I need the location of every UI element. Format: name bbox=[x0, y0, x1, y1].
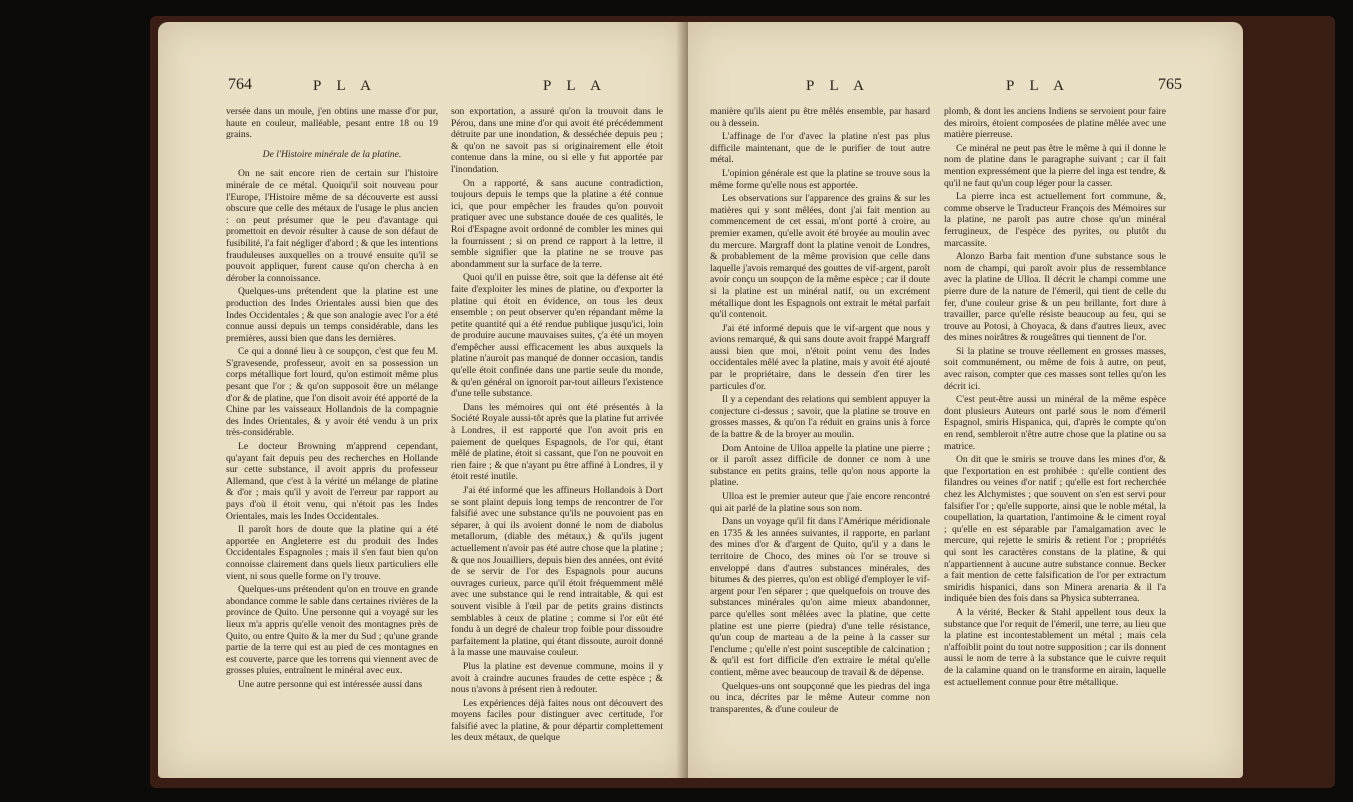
paragraph: Le docteur Browning m'apprend cependant, qu'ayant fait depuis peu des recherches en Hollande sur cette substance, il avoit appris du professeur Allemand, que c'est à la vérité un mélange de platine & d'or ; mais qu'il y avoit de l'erreur par rapport au pays d'où il étoit venu, qui n'étoit pas les Indes Orientales, mais les Indes Occidentales. bbox=[226, 441, 438, 522]
paragraph: Quelques-uns prétendent qu'on en trouve en grande abondance comme le sable dans certaines rivières de la province de Quito. Une personne qui a voyagé sur les lieux m'a appris qu'elle venoit des montagnes près de Quito, ou entre Quito & la mer du Sud ; qu'une grande partie de la terre qui est au pied de ces montagnes en est couverte, parce que les torrens qui viennent avec de grosses pluies, entraînent le minéral avec eux. bbox=[226, 584, 438, 677]
paragraph: L'affinage de l'or d'avec la platine n'est pas plus difficile maintenant, que de le purifier de tout autre métal. bbox=[710, 131, 930, 166]
running-head: P L A bbox=[313, 78, 377, 94]
page-number: 765 bbox=[1158, 76, 1182, 93]
paragraph: plomb, & dont les anciens Indiens se servoient pour faire des miroirs, étoient composées de platine mêlée avec une matière pierreuse. bbox=[944, 106, 1166, 141]
text-column-1 bbox=[710, 106, 930, 717]
page-number: 764 bbox=[228, 76, 252, 93]
paragraph: Ce minéral ne peut pas être le même à qui il donne le nom de platine dans le paragraphe suivant ; car il fait mention expressément que la pierre del inga est tendre, & qu'il ne faut qu'un coup léger pour la casser. bbox=[944, 142, 1166, 189]
paragraph: Quelques-uns ont soupçonné que les piedras del inga ou inca, décrites par le même Auteur comme non transparentes, & d'une couleur de bbox=[710, 680, 930, 715]
text-column-2 bbox=[451, 106, 663, 746]
paragraph: Il paroît hors de doute que la platine qui a été apportée en Angleterre est du produit des Indes Occidentales Espagnoles ; mais il s'en faut bien qu'on connoisse clairement dans quels lieux particuliers elle vient, ni sous quelle forme on l'y trouve. bbox=[226, 524, 438, 582]
text-column-2 bbox=[944, 106, 1166, 690]
paragraph: Les observations sur l'apparence des grains & sur les matières qui y sont mêlées, dont j'ai fait mention au commencement de cet essai, m'ont porté à croire, au premier examen, qu'elle avoit été broyée au moulin avec du mercure. Margraff dont la platine venoit de Londres, & probablement de la même provision que celle dans laquelle j'avois remarqué des gouttes de vif-argent, paroît avoir conçu un soupçon de la même espèce ; car il doute si la platine est un minéral natif, ou un excrément métallique dont les Espagnols ont extrait le métal parfait qu'il contenoit. bbox=[710, 193, 931, 321]
paragraph: Ulloa est le premier auteur que j'aie encore rencontré qui ait parlé de la platine sous son nom. bbox=[710, 491, 930, 514]
paragraph: On dit que le smiris se trouve dans les mines d'or, & que l'exportation en est prohibée : qu'elle contient des filandres ou veines d'or natif ; qu'elle est fort recherchée chez les Alchymistes ; que souvent on s'en est servi pour falsifier l'or ; qu'elle supporte, ainsi que le noble métal, la coupellation, la quartation, l'antimoine & le ciment royal ; qu'elle en est séparable par l'amalgamation avec le mercure, qui rejette le smiris & retient l'or ; propriétés qui sont les caractères constans de la platine, & qui n'appartiennent à aucune autre substance connue. Becker a fait mention de cette falsification de l'or per extractum smiridis hispanici, dans son Minera arenaria & il l'a indiquée bien des fois dans sa Physica subterranea. bbox=[944, 454, 1166, 605]
text-column-1 bbox=[226, 106, 438, 693]
paragraph: C'est peut-être aussi un minéral de la même espèce dont plusieurs Auteurs ont parlé sous le nom d'émeril Espagnol, smiris Hispanica, qui, d'après le compte qu'on en rend, sembleroit n'être autre chose que la platine ou sa matrice. bbox=[944, 394, 1166, 452]
paragraph: Plus la platine est devenue commune, moins il y avoit à craindre aucunes fraudes de cette espèce ; & nous n'avons à présent rien à redouter. bbox=[451, 660, 663, 696]
paragraph: manière qu'ils aient pu être mêlés ensemble, par hasard ou à dessein. bbox=[710, 106, 930, 129]
paragraph: Ce qui a donné lieu à ce soupçon, c'est que feu M. S'gravesende, professeur, avoit en sa possession un corps métallique fort lourd, qu'on estimoit même plus pesant que l'or ; & qu'on supposoit être un mélange d'or & de platine, que l'on disoit avoir été apporté de la Chine par les vaisseaux Hollandois de la compagnie des Indes Orientales, & y avoir été vendu à un prix très-considérable. bbox=[226, 346, 438, 439]
paragraph: Les expériences déjà faites nous ont découvert des moyens faciles pour distinguer avec certitude, l'or falsifié avec la platine, & pour départir complettement les deux métaux, de quelque bbox=[451, 697, 663, 744]
paragraph: La pierre inca est actuellement fort commune, &, comme observe le Traducteur François des Mémoires sur la platine, ne paroît pas autre chose qu'un minéral ferrugineux, de l'espèce des pyrites, ou plutôt du marcassite. bbox=[944, 191, 1166, 249]
paragraph: Quelques-uns prétendent que la platine est une production des Indes Orientales aussi bien que des Indes Occidentales ; & que son analogie avec l'or a été connue aussi depuis un temps considérable, dans les premières, aussi bien que dans les dernières. bbox=[226, 286, 438, 344]
paragraph: On ne sait encore rien de certain sur l'histoire minérale de ce métal. Quoiqu'il soit nouveau pour l'Europe, l'Histoire même de sa découverte est aussi obscure que celle des métaux de l'usage le plus ancien : on peut présumer que le peu d'avantage qui promettoit en devoir résulter à cause de son défaut de fusibilité, l'a fait négliger d'abord ; & que les intentions frauduleuses auxquelles on a trouvé ensuite qu'il se pouvoit appliquer, furent cause qu'on chercha à en dérober la connoissance. bbox=[226, 168, 438, 284]
paragraph: Une autre personne qui est intéressée aussi dans bbox=[238, 678, 423, 690]
paragraph: J'ai été informé depuis que le vif-argent que nous y avions remarqué, & qui sans doute avoit frappé Margraff aussi bien que moi, n'étoit point venu des Indes occidentales mêlé avec la platine, mais y avoit été ajouté par le propriétaire, dans le dessein d'en tirer les particules d'or. bbox=[710, 322, 930, 392]
paragraph: Quoi qu'il en puisse être, soit que la défense ait été faite d'exploiter les mines de platine, ou d'exporter la platine qui étoit en évidence, on tous les deux ensemble ; on peut observer qu'en répandant même la petite quantité qui a été rendue publique jusqu'ici, loin de produire aucune mauvaises suites, ç'a été un moyen d'empêcher aussi efficacement les abus auxquels la platine n'auroit pas manqué de donner occasion, tandis qu'elle étoit confinée dans une partie seule du monde, & qu'en général on ignoroit par-tout ailleurs l'existence d'une telle substance. bbox=[451, 272, 663, 400]
section-heading: De l'Histoire minérale de la platine. bbox=[262, 148, 402, 160]
paragraph: Alonzo Barba fait mention d'une substance sous le nom de champi, qui paroît avoir plus de ressemblance avec la platine de Ulloa. Il décrit le champi comme une pierre dure de la nature de l'émeril, qui tient de celle du fer, d'une couleur grise & un peu brillante, fort dure à travailler, parce qu'elle résiste beaucoup au feu, qui se trouve au Potosi, à Choyaca, & dans d'autres lieux, avec des mines noirâtres & rougeâtres qui tiennent de l'or. bbox=[944, 251, 1166, 344]
paragraph: Dans un voyage qu'il fit dans l'Amérique méridionale en 1735 & les années suivantes, il rapporte, en parlant des mines d'or & d'argent de Quito, qu'il y a dans le territoire de Choco, des mines où l'or se trouve si enveloppé dans d'autres substances minérales, des bitumes & des pierres, qu'on est obligé d'employer le vif-argent pour l'en séparer ; que quelquefois on trouve des substances minérales qu'on aime mieux abandonner, parce qu'elles sont mêlées avec la platine, que cette platine est une pierre (piedra) d'une telle résistance, qu'un coup de marteau a de la peine à la casser sur l'enclume ; qu'elle n'est point susceptible de calcination ; & qu'il est fort difficile d'en extraire le métal qu'elle contient, même avec beaucoup de travail & de dépense. bbox=[710, 516, 930, 678]
paragraph: Il y a cependant des relations qui semblent appuyer la conjecture ci-dessus ; savoir, que la platine se trouve en grosses masses, & qu'on l'a réduit en grains unis à force de la battre & de la broyer au moulin. bbox=[710, 394, 930, 441]
right-page bbox=[688, 22, 1243, 778]
paragraph: Si la platine se trouve réellement en grosses masses, soit communément, ou même de fois à autre, on peut, avec raison, compter que ces masses sont telles qu'on les décrit ici. bbox=[944, 345, 1166, 392]
running-head: P L A bbox=[806, 78, 870, 94]
left-page bbox=[158, 22, 688, 778]
paragraph: J'ai été informé que les affineurs Hollandois à Dort se sont plaint depuis long temps de rencontrer de l'or falsifié avec une substance qu'ils ne pouvoient pas en séparer, à qui ils avoient donné le nom de diabolus metallorum, (diable des métaux,) & qu'ils jugent actuellement n'avoir pas été autre chose que la platine ; & que nos Jouailliers, depuis bien des années, ont évité de se servir de l'or des Espagnols pour aucuns ouvrages curieux, parce qu'il étoit fréquemment mêlé avec une substance qui le rend intraitable, & qui est souvent visible à l'œil par de petits grains distincts semblables à ceux de platine ; comme si l'or eût été fondu à un degré de chaleur trop foible pour dissoudre parfaitement la platine, qui étant dissoute, auroit donné à la masse une mauvaise couleur. bbox=[451, 485, 663, 659]
paragraph: Dans les mémoires qui ont été présentés à la Société Royale aussi-tôt après que la platine fut arrivée à Londres, il est rapporté que l'on avoit pris en paiement de quelques Espagnols, de l'or qui, étant mêlé de platine, étoit si cassant, que l'on ne pouvoit en rien faire ; & que n'ayant pu être affiné à Londres, il y étoit resté inutile. bbox=[451, 401, 663, 483]
paragraph: L'opinion générale est que la platine se trouve sous la même forme qu'elle nous est apportée. bbox=[710, 167, 930, 191]
paragraph: Dom Antoine de Ulloa appelle la platine une pierre ; or il paroît assez difficile de donner ce nom à une substance en petits grains, telle qu'on nous apporte la platine. bbox=[710, 442, 930, 489]
paragraph: On a rapporté, & sans aucune contradiction, toujours depuis le temps que la platine a été connue ici, que pour empêcher les fraudes qu'on pouvoit pratiquer avec une substance douée de ces qualités, le Roi d'Espagne avoit ordonné de combler les mines qui la fournissent ; si on prend ce rapport à la lettre, il semble signifier que la platine ne se trouve pas abondamment sur la surface de la terre. bbox=[451, 177, 663, 270]
paragraph: son exportation, a assuré qu'on la trouvoit dans le Pérou, dans une mine d'or qui avoit été précédemment détruite par une inondation, & desséchée depuis peu ; & qu'on ne savoit pas si originairement elle étoit contenue dans la mine, ou si elle y fut apportée par l'inondation. bbox=[451, 106, 663, 175]
running-head: P L A bbox=[543, 78, 607, 94]
running-head: P L A bbox=[1006, 78, 1070, 94]
paragraph: A la vérité, Becker & Stahl appellent tous deux la substance que l'or requit de l'émeril, une terre, au lieu que la platine est incontestablement un métal ; mais cela n'affoiblit point du tout notre supposition ; car ils donnent aussi le nom de terre à la substance que le cuivre requit de la calamine quand on le transforme en airain, laquelle est actuellement connue pour être métallique. bbox=[944, 606, 1166, 688]
paragraph: versée dans un moule, j'en obtins une masse d'or pur, haute en couleur, malléable, pesant entre 18 ou 19 grains. bbox=[226, 106, 438, 141]
